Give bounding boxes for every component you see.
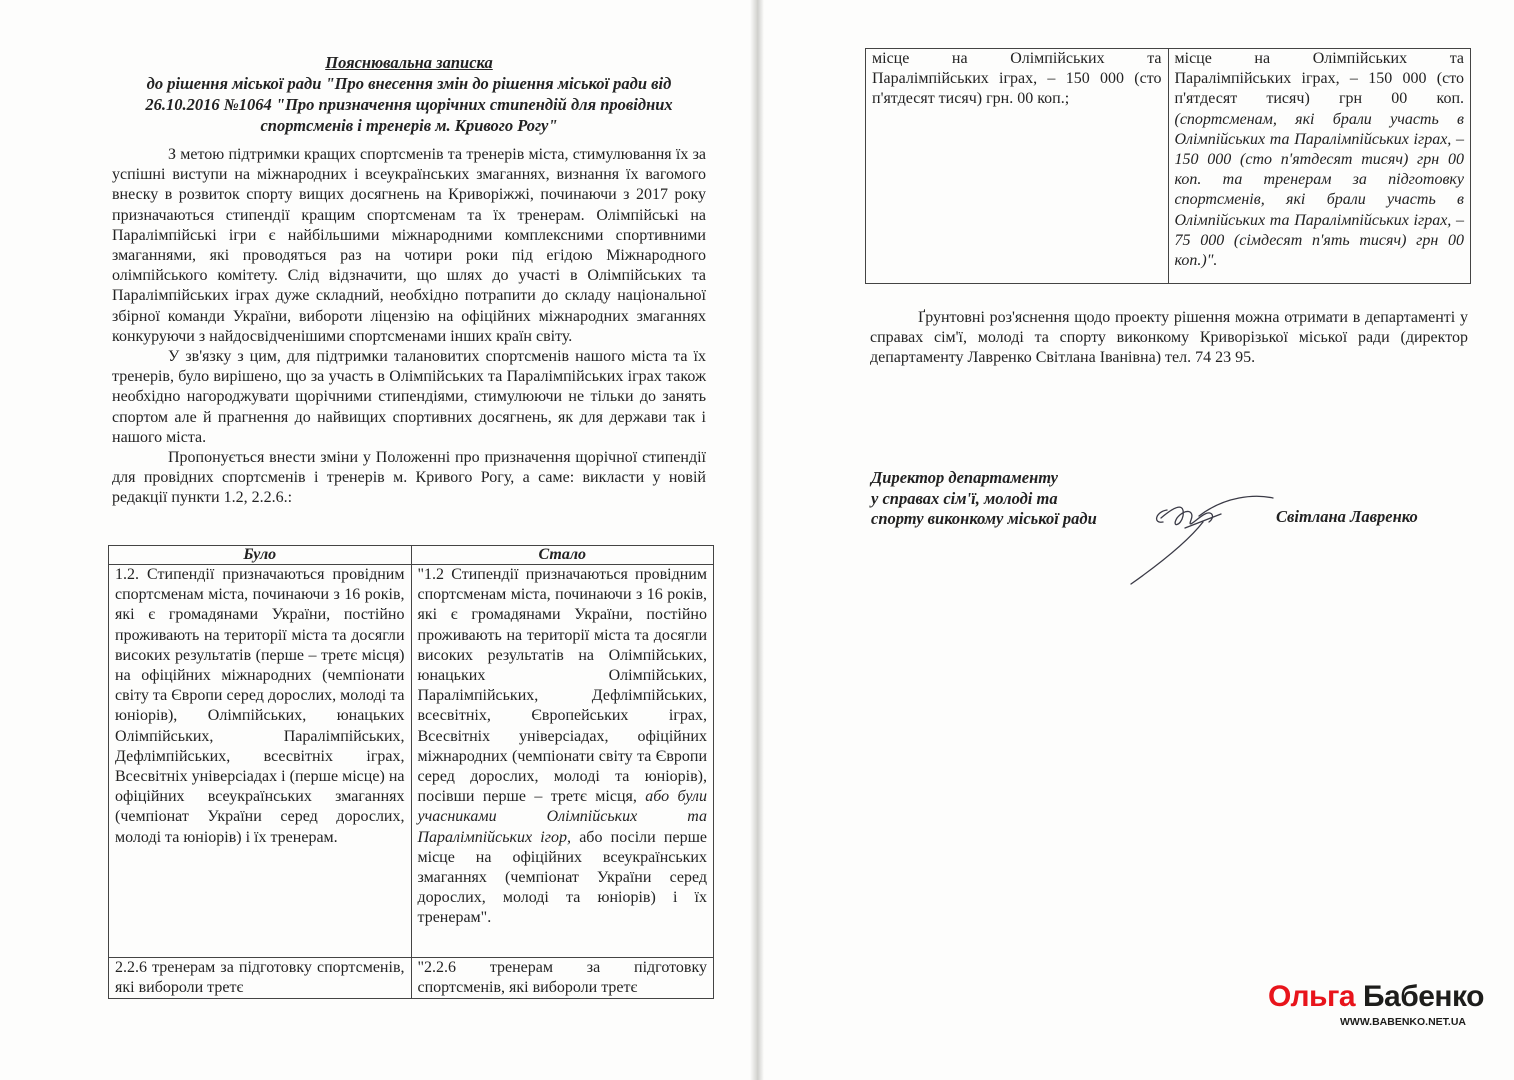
cell-became-continued (1168, 49, 1471, 284)
became-1-2-text-added: або були учасниками Олімпійських та Паралімпійських ігор, (417, 788, 707, 846)
cell-was-continued: місце на Олімпійських та Паралімпійських іграх, – 150 000 (сто п'ятдесят тисяч) грн. 00 коп.; (866, 49, 1169, 284)
title-line-1: Пояснювальна записка (325, 53, 493, 72)
became-cont-text-added: (спортсменам, які брали участь в Олімпійських та Паралімпійських іграх, – 150 000 (сто п'ятдесят тисяч) грн 00 коп. та тренерам за підготовку спортсменів, які брали участь в Олімпійських та Паралімпійських іграх, – 75 000 (сімдесят п'ять тисяч) грн 00 коп.)". (1174, 110, 1464, 270)
signer-title-line-3: спорту виконкому міської ради (871, 509, 1097, 528)
column-header-became: Стало (411, 546, 714, 565)
table-row (866, 49, 1471, 284)
table-header-row (109, 546, 714, 565)
contact-note: Ґрунтовні роз'яснення щодо проекту рішення можна отримати в департаменті у справах сім'ї, молоді та спорту виконкому Криворізької міської ради (директор департаменту Лавренко Світлана Іванівна) тел. 74 23 95. (870, 309, 1468, 367)
paragraph-2: У зв'язку з цим, для підтримки талановитих спортсменів нашого міста та їх тренерів, було вирішено, що за участь в Олімпійських та Паралімпійських іграх також необхідно нагороджувати щорічними стипендіями, стимулюючи не тільки до занять спортом але й прагнення до найвищих спортивних досягнень, як для держави так і нашого міста. (112, 348, 706, 446)
became-1-2-text-a: "1.2 Стипендії призначаються провідним спортсменам міста, починаючи з 16 років, які є громадянами України, постійно проживають на території міста та досягли високих результатів на Олімпійських, юнацьких Олімпійських, Паралімпійських, Дефлімпійських, всесвітніх, Європейських іграх, Всесвітніх універсіадах, офіційних міжнародних (чемпіонати світу та Європи серед дорослих, молоді та юніорів), посівши перше – третє місця, (417, 566, 707, 806)
paragraph-1: З метою підтримки кращих спортсменів та тренерів міста, стимулювання їх за успішні виступи на міжнародних і всеукраїнських змаганнях, визнання їх вагомого внеску в розвиток спорту вищих досягнень на Криворіжжі, починаючи з 2017 року призначаються стипендії кращим спортсменам та їх тренерам. Олімпійські на Паралімпійські ігри є найбільшими міжнародними комплексними спортивними змаганнями, які проводяться раз на чотири роки під егідою Міжнародного олімпійського комітету. Слід відзначити, що шлях до участі в Олімпійських та Паралімпійських іграх дуже складний, необхідно потрапити до складу національної збірної команди України, вибороти ліцензію на офіційних міжнародних змаганнях конкуруючи з найдосвідченішими спортсменами інших країн світу. (112, 146, 706, 345)
logo-first-name: Ольга (1268, 980, 1356, 1013)
table-row (109, 958, 714, 999)
became-cont-text-a: місце на Олімпійських та Паралімпійських іграх, – 150 000 (сто п'ятдесят тисяч) грн 00 коп. (1174, 50, 1464, 108)
signer-name: Світлана Лавренко (1276, 507, 1418, 526)
handwritten-signature (1125, 488, 1275, 588)
title-line-4: спортсменів і тренерів м. Кривого Рогу" (260, 116, 558, 135)
cell-was-1-2: 1.2. Стипендії призначаються провідним спортсменам міста, починаючи з 16 років, які є громадянами України, постійно проживають на території міста та досягли високих результатів (перше – третє місця) на офіційних міжнародних (чемпіонати світу та Європи серед дорослих, молоді та юніорів), Олімпійських, юнацьких Олімпійських, Паралімпійських, Дефлімпійських, всесвітніх іграх, Всесвітніх універсіадах і (перше місце) на офіційних всеукраїнських змаганнях (чемпіонат України серед дорослих, молоді та юніорів) і їх тренерам. (109, 565, 412, 958)
signer-title-line-1: Директор департаменту (871, 468, 1058, 487)
comparison-table (108, 545, 714, 999)
comparison-table-continued (865, 48, 1471, 284)
cell-became-2-2-6: "2.2.6 тренерам за підготовку спортсменів, які вибороли третє (411, 958, 714, 999)
signer-title-line-2: у справах сім'ї, молоді та (871, 488, 1058, 508)
paragraph-3: Пропонується внести зміни у Положенні про призначення щорічної стипендії для провідних спортсменів і тренерів м. Кривого Рогу, а саме: викласти у новій редакції пункти 1.2, 2.2.6.: (112, 449, 706, 507)
cell-became-1-2 (411, 565, 714, 958)
cell-was-2-2-6: 2.2.6 тренерам за підготовку спортсменів, які вибороли третє (109, 958, 412, 999)
site-logo (1268, 980, 1484, 1014)
table-row (109, 565, 714, 958)
became-1-2-text-c: або посіли перше місце на офіційних всеукраїнських змаганнях (чемпіонат України серед дорослих, молоді та юніорів) і їх тренерам". (417, 828, 707, 927)
column-header-was: Було (109, 546, 412, 565)
logo-url: WWW.BABENKO.NET.UA (1340, 1016, 1466, 1028)
document-title (110, 52, 708, 136)
title-line-3: 26.10.2016 №1064 "Про призначення щорічних стипендій для провідних (145, 95, 673, 114)
explanatory-text (112, 145, 706, 509)
page-gutter (750, 0, 764, 1080)
title-line-2: до рішення міської ради "Про внесення змін до рішення міської ради від (146, 74, 672, 93)
logo-last-name: Бабенко (1362, 980, 1484, 1013)
